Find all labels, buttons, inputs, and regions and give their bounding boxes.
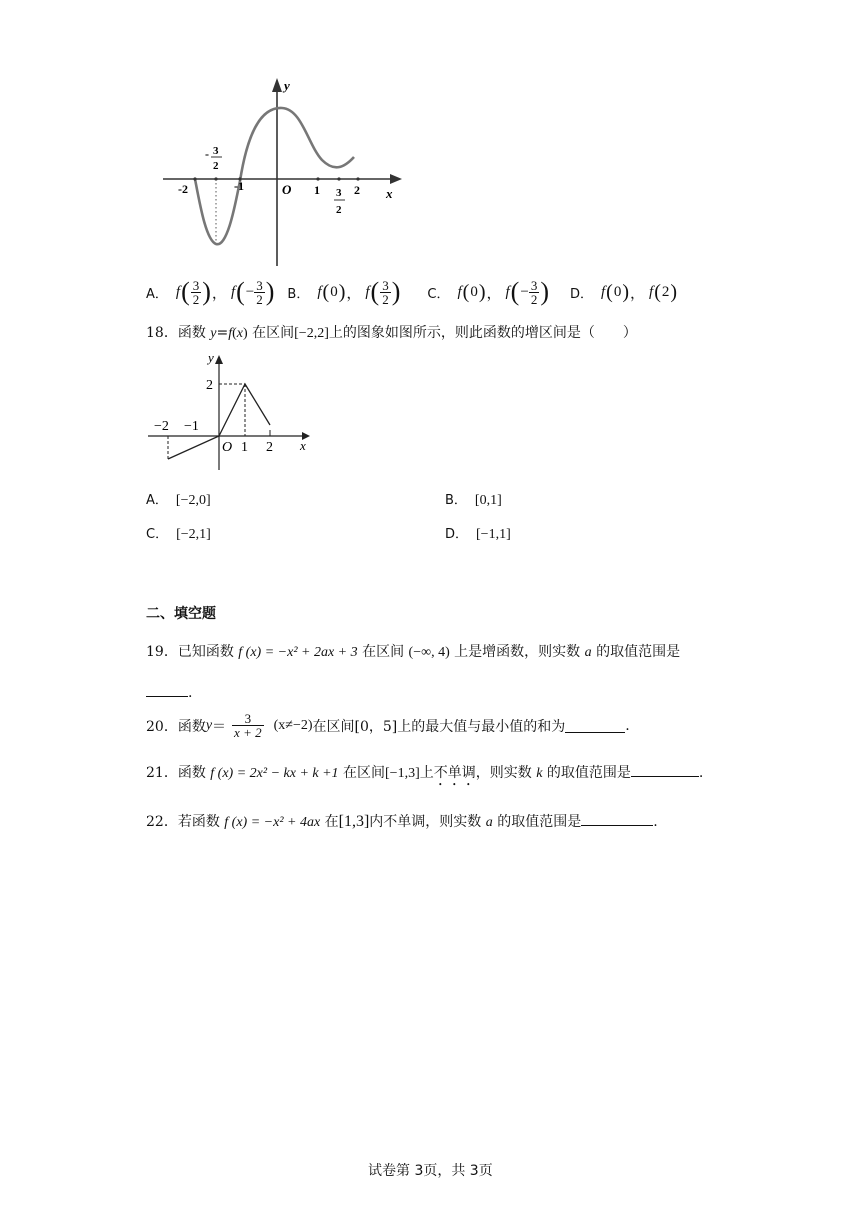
graph2-y-label: y bbox=[208, 350, 214, 365]
graph2-tick-label: 2 bbox=[266, 440, 273, 455]
paren: ) bbox=[670, 280, 678, 303]
option-label: C． bbox=[146, 527, 169, 542]
minus-sign: − bbox=[245, 283, 255, 300]
fraction: $\frac{3}{2}$ bbox=[382, 277, 389, 307]
option-label: A． bbox=[146, 493, 168, 508]
option-label: A． bbox=[146, 286, 168, 302]
func-symbol: f bbox=[230, 283, 236, 300]
interval: [1,3] bbox=[338, 813, 370, 830]
graph1-tick-label: 2 bbox=[354, 183, 360, 197]
graph2-y-arrow bbox=[215, 355, 223, 364]
graph1-x-label: x bbox=[386, 186, 393, 201]
paren: ( bbox=[181, 277, 190, 306]
answer-blank[interactable] bbox=[631, 762, 699, 777]
section-title: 二、填空题 bbox=[146, 606, 216, 622]
graph1-tick-label: 1 bbox=[314, 183, 320, 197]
fraction: $\frac{3}{2}$ bbox=[192, 277, 200, 307]
math-op: = bbox=[216, 325, 229, 341]
graph1-tick-sign: - bbox=[205, 147, 209, 161]
graph1-tick-num: 3 bbox=[213, 145, 219, 157]
q19-answer-line bbox=[146, 682, 192, 701]
answer-blank[interactable] bbox=[146, 682, 188, 697]
stem-text: 函数 bbox=[177, 325, 211, 341]
comma: ， bbox=[346, 285, 362, 302]
graph2-tick-label: 2 bbox=[206, 378, 213, 393]
paren: ) bbox=[622, 280, 630, 303]
graph1-tick-label: -1 bbox=[234, 179, 244, 193]
option-label: B． bbox=[287, 286, 310, 302]
period: . bbox=[698, 765, 704, 781]
minus-sign: − bbox=[520, 283, 529, 300]
stem-text: 函数 bbox=[177, 718, 206, 735]
stem-text: 在 bbox=[320, 814, 339, 830]
option-value: [0,1] bbox=[474, 493, 502, 508]
q19-stem bbox=[146, 641, 680, 661]
graph2-x-label: x bbox=[300, 438, 306, 453]
q18-option-c[interactable] bbox=[146, 523, 211, 543]
paren: ) bbox=[478, 280, 486, 303]
stem-text: 函数 bbox=[177, 765, 211, 781]
graph1-origin-label: O bbox=[282, 182, 292, 197]
math-var: y bbox=[210, 326, 217, 341]
paren: ( bbox=[370, 277, 380, 306]
paren: ) bbox=[338, 280, 346, 303]
graph2-tick-label: 1 bbox=[241, 440, 248, 455]
paren: ( bbox=[606, 280, 613, 303]
q18-stem: 18．函数 y=f(x) 在区间[−2,2]上的图象如图所示，则此函数的增区间是（ ） bbox=[146, 325, 637, 341]
stem-text: 的取值范围是 bbox=[542, 765, 631, 781]
math-var: x bbox=[236, 326, 244, 341]
interval: [−2,2] bbox=[294, 326, 329, 341]
func-symbol: f bbox=[505, 283, 510, 300]
paren: ( bbox=[654, 280, 661, 303]
paren: ) bbox=[202, 277, 211, 306]
comma: ， bbox=[211, 285, 227, 302]
graph2-tick-label: −1 bbox=[184, 419, 199, 434]
stem-text: 上的图象如图所示，则此函数的增区间是（ ） bbox=[328, 325, 637, 341]
paren: ( bbox=[322, 280, 330, 303]
func-symbol: f bbox=[457, 283, 462, 300]
condition: (x≠−2) bbox=[273, 717, 313, 733]
interval: (−∞, 4) bbox=[408, 645, 450, 660]
question-number: 18． bbox=[146, 325, 178, 341]
option-value: [−1,1] bbox=[476, 527, 511, 542]
value: 2 bbox=[661, 283, 670, 300]
math-var: k bbox=[536, 766, 543, 781]
period: . bbox=[188, 685, 193, 701]
func-symbol: f bbox=[317, 283, 322, 300]
stem-text: 在区间 bbox=[247, 325, 295, 341]
option-label: C． bbox=[427, 286, 450, 302]
func-symbol: f bbox=[601, 283, 606, 300]
stem-text: 若函数 bbox=[177, 814, 225, 830]
answer-blank[interactable] bbox=[565, 718, 625, 733]
graph1-tick-den: 2 bbox=[336, 204, 342, 216]
stem-text: 在区间 bbox=[357, 644, 409, 660]
graph1-y-label: y bbox=[284, 78, 290, 93]
paren: ) bbox=[540, 277, 549, 306]
question-number: 19． bbox=[146, 644, 178, 660]
math-var: a bbox=[485, 815, 493, 830]
paren: ( bbox=[236, 277, 245, 306]
emphasis-text: 不单调 bbox=[433, 765, 476, 781]
interval: [−1,3] bbox=[385, 766, 420, 781]
stem-text: 的取值范围是 bbox=[492, 814, 582, 830]
fraction: $\frac{3}{2}$ bbox=[256, 277, 263, 307]
graph2-origin-label: O bbox=[222, 440, 233, 455]
math-expression: f (x) = 2x² − kx + k +1 bbox=[210, 766, 339, 781]
option-label: D． bbox=[445, 527, 469, 542]
stem-text: ，则实数 bbox=[475, 765, 537, 781]
stem-text: 上 bbox=[419, 765, 434, 781]
option-value: [−2,1] bbox=[176, 527, 211, 542]
comma: ， bbox=[486, 285, 502, 302]
math-var: y bbox=[205, 717, 213, 733]
stem-text: 上是增函数，则实数 bbox=[449, 644, 585, 660]
math-expression: f (x) = −x² + 2ax + 3 bbox=[238, 645, 358, 660]
paren: ) bbox=[391, 277, 401, 306]
question-number: 21． bbox=[146, 765, 178, 781]
math-op: ＝ bbox=[212, 718, 227, 735]
paren: ( bbox=[462, 280, 470, 303]
question-number: 20． bbox=[146, 718, 178, 735]
math-var: a bbox=[584, 645, 592, 660]
answer-blank[interactable] bbox=[581, 811, 653, 826]
option-label: B． bbox=[445, 493, 467, 508]
graph2-tick-label: −2 bbox=[154, 419, 169, 434]
stem-text: 在区间 bbox=[338, 765, 386, 781]
q21-stem bbox=[146, 762, 703, 789]
paren: ) bbox=[265, 277, 275, 306]
q18-option-d[interactable] bbox=[445, 523, 511, 543]
q18-option-a[interactable] bbox=[146, 489, 211, 509]
func-symbol: f bbox=[175, 283, 181, 300]
value: 0 bbox=[470, 283, 478, 300]
func-symbol: f bbox=[649, 283, 654, 300]
paren: ( bbox=[510, 277, 520, 306]
fraction: $\frac{3}{x + 2}$ bbox=[234, 711, 262, 740]
page-footer: 试卷第 3页，共 3页 bbox=[368, 1163, 493, 1179]
period: . bbox=[625, 717, 630, 734]
math-var: f bbox=[228, 326, 233, 341]
stem-text: 在区间[0，5]上的最大值与最小值的和为 bbox=[312, 718, 566, 735]
graph1-tick-label: -2 bbox=[178, 182, 188, 196]
stem-text: 已知函数 bbox=[177, 644, 239, 660]
q20-stem bbox=[146, 712, 630, 739]
period: . bbox=[653, 814, 658, 830]
stem-text: 内不单调，则实数 bbox=[369, 814, 486, 830]
q22-stem bbox=[146, 811, 658, 831]
graph1-tick-den: 2 bbox=[213, 160, 219, 172]
q18-option-b[interactable] bbox=[445, 489, 502, 509]
math-expression: f (x) = −x² + 4ax bbox=[224, 815, 321, 830]
value: 0 bbox=[330, 283, 338, 300]
option-value: [−2,0] bbox=[175, 493, 211, 508]
func-symbol: f bbox=[365, 283, 370, 300]
comma: ， bbox=[630, 285, 646, 302]
value: 0 bbox=[613, 283, 622, 300]
stem-text: 的取值范围是 bbox=[591, 644, 681, 660]
option-label: D． bbox=[569, 286, 593, 302]
fraction: $\frac{3}{2}$ bbox=[530, 277, 538, 307]
graph1-tick-num: 3 bbox=[336, 187, 342, 199]
question-number: 22． bbox=[146, 814, 178, 830]
